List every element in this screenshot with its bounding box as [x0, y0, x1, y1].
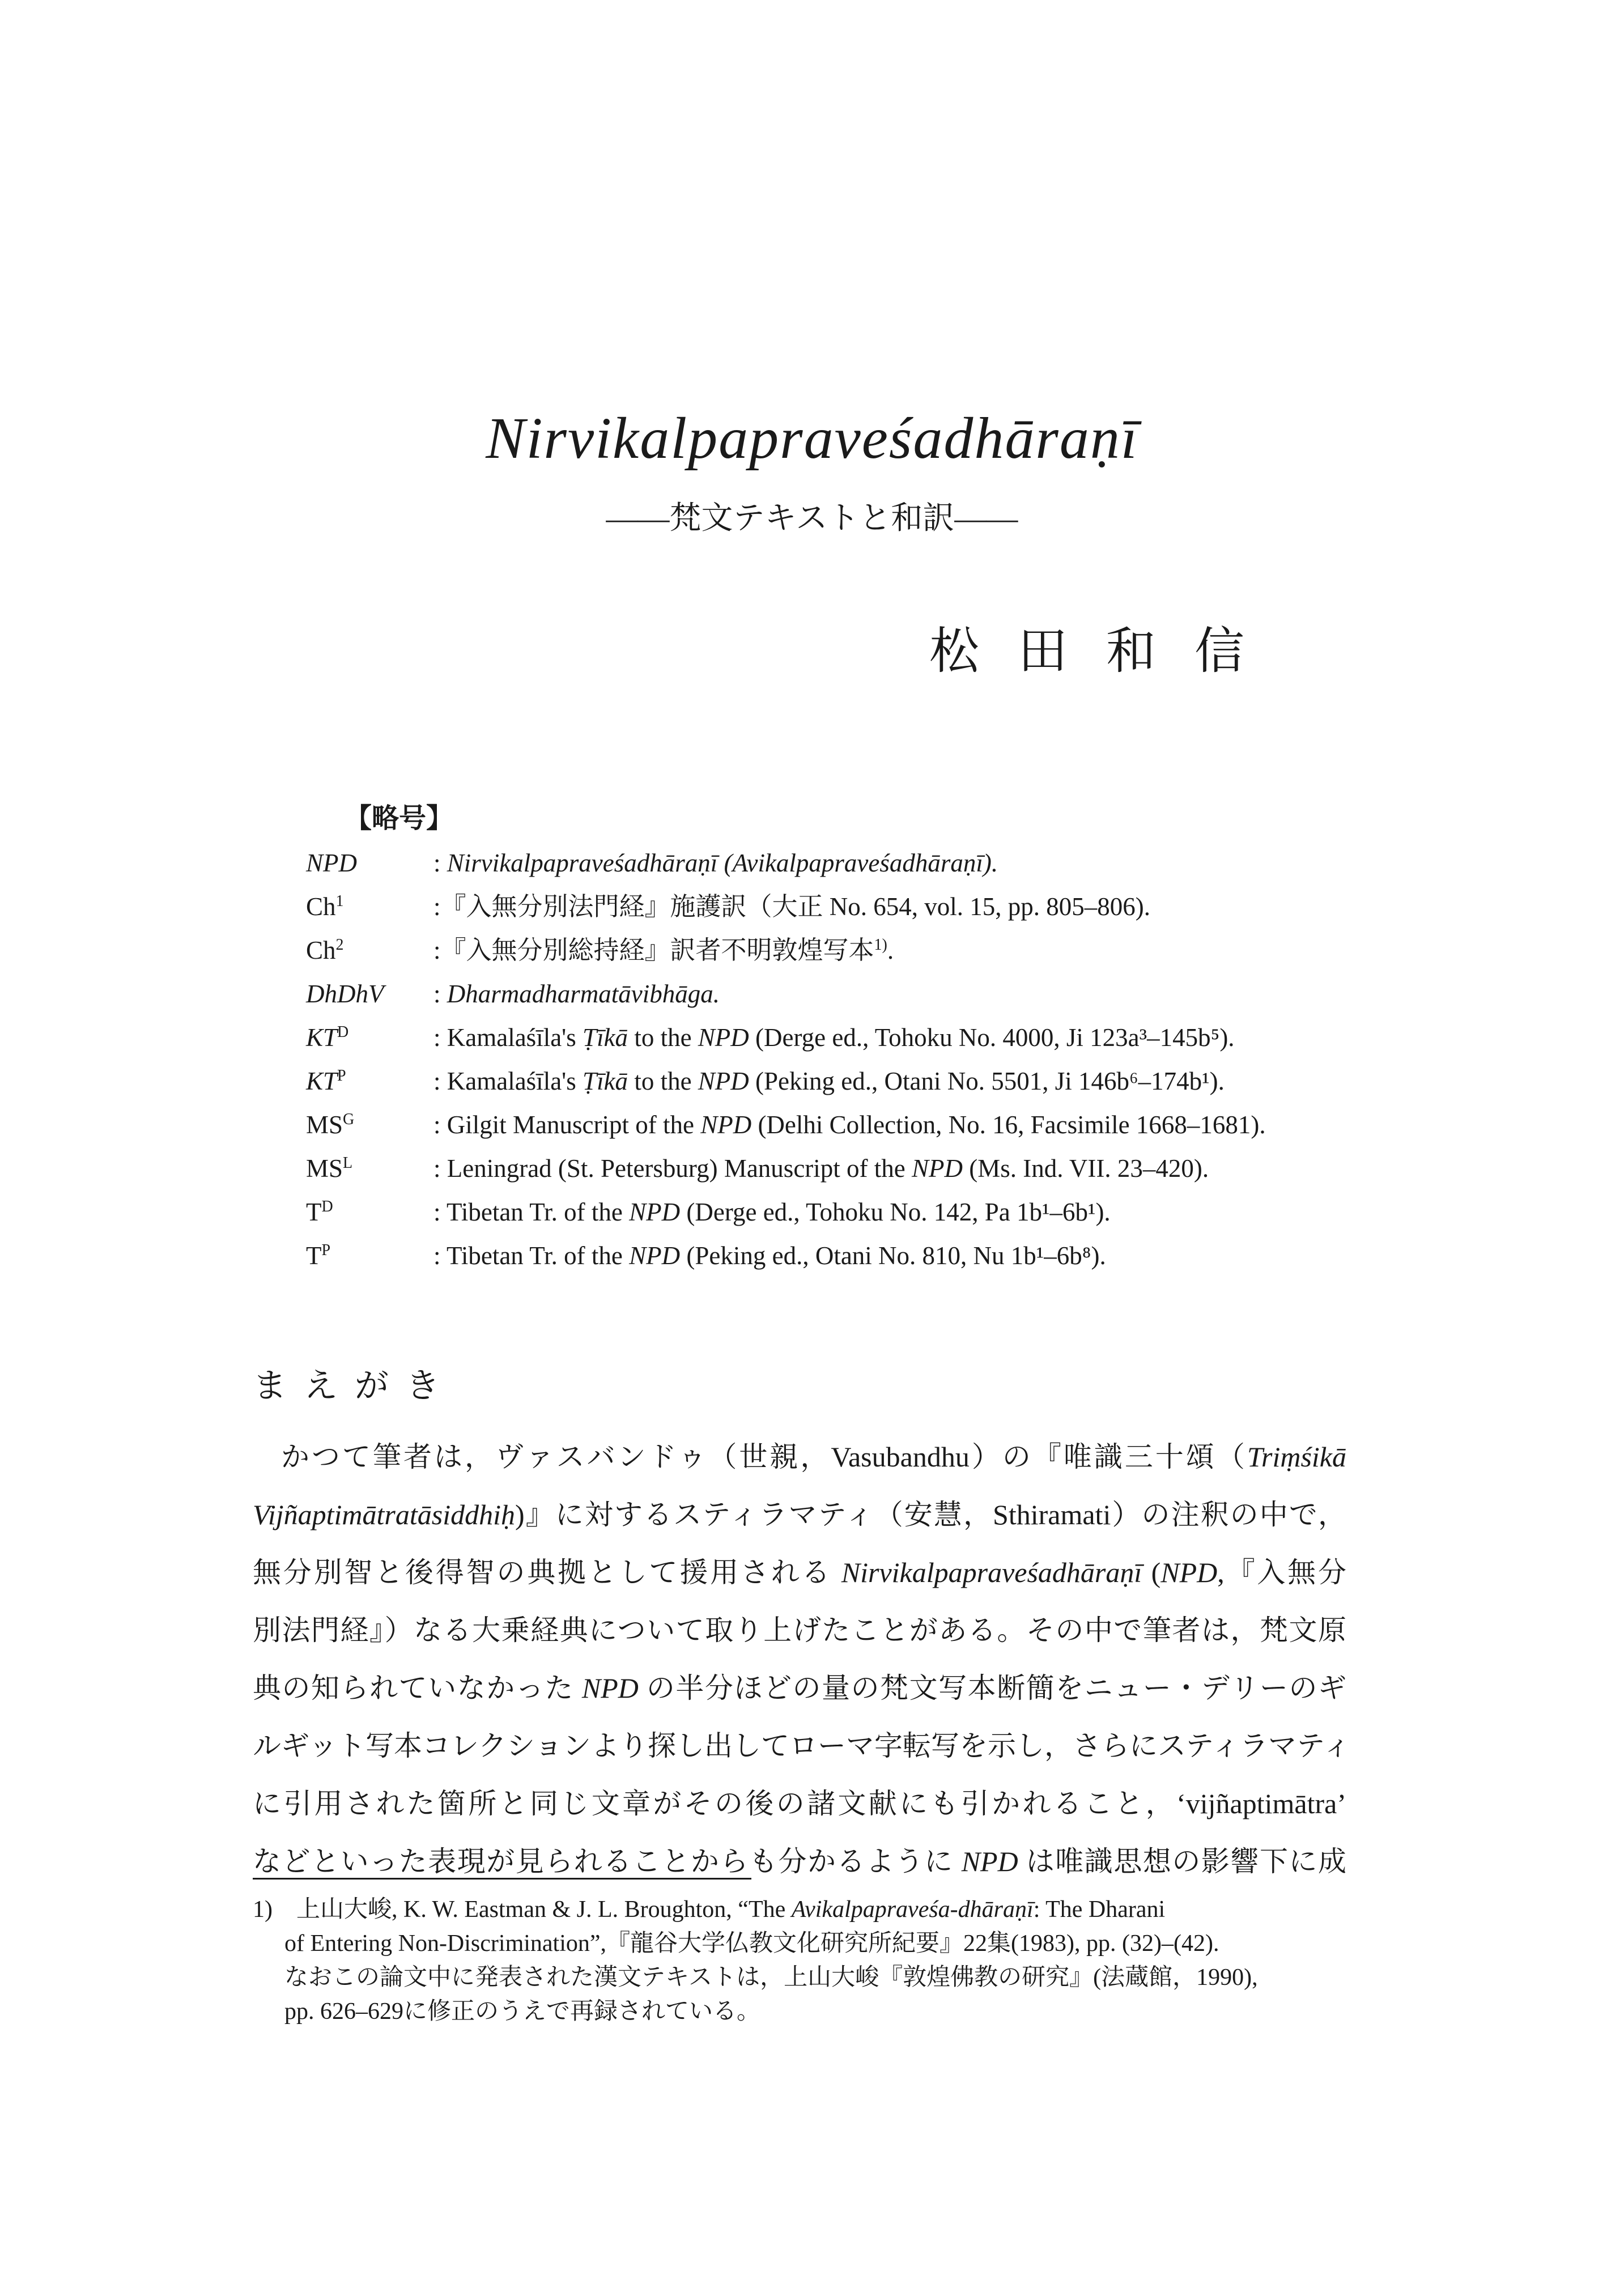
abbr-key — [306, 1153, 433, 1184]
abbr-key — [306, 1240, 433, 1271]
paper-subtitle: ——梵文テキストと和訳—— — [606, 501, 1018, 536]
abbr-desc-part: : — [433, 848, 447, 877]
footnote-1 — [253, 1893, 1346, 2029]
abbr-key — [306, 1109, 433, 1140]
abbr-desc-italic: NPD — [629, 1197, 681, 1226]
body-text: )』に対するスティラマティ（安慧，Sthiramati）の注釈の中で， — [515, 1499, 1346, 1530]
abbr-key — [306, 935, 433, 966]
abbr-desc-italic: NPD — [629, 1241, 681, 1270]
body-italic: Nirvikalpapraveśadhāraṇī — [841, 1557, 1142, 1588]
body-italic: NPD — [1160, 1557, 1218, 1588]
body-text: などといった表現が見られることからも分かるように — [253, 1846, 962, 1877]
abbr-desc-italic: NPD — [700, 1110, 752, 1139]
abbr-desc — [433, 1197, 1439, 1227]
abbr-key — [306, 1022, 433, 1053]
abbr-desc-part: : Kamalaśīla's — [433, 1066, 583, 1095]
footnote-line: pp. 626–629に修正のうえで再録されている。 — [284, 1999, 761, 2025]
abbr-key-sup: D — [337, 1023, 349, 1041]
abbr-desc — [433, 1066, 1439, 1096]
abbr-row-tp — [306, 1234, 1439, 1277]
abbr-key-sup: P — [321, 1241, 331, 1259]
abbr-desc-italic: Nirvikalpapraveśadhāraṇī (Avikalpapraveśadhāraṇī). — [447, 848, 998, 877]
abbr-row-npd — [306, 841, 1439, 885]
abbr-desc-part: : Kamalaśīla's — [433, 1023, 583, 1052]
body-line — [253, 1659, 1346, 1717]
abbr-key-text: Ch — [306, 936, 336, 964]
body-text: かつて筆者は，ヴァスバンドゥ（世親，Vasubandhu）の『唯識三十頌（ — [281, 1441, 1247, 1473]
abbr-key-sup: D — [321, 1197, 333, 1215]
body-text: の半分ほどの量の梵文写本断簡をニュー・デリーのギ — [638, 1672, 1347, 1704]
body-line: に引用された箇所と同じ文章がその後の諸文献にも引かれること，‘vijñaptimātra’ — [253, 1788, 1346, 1819]
body-line: 別法門経』）なる大乗経典について取り上げたことがある。その中で筆者は，梵文原 — [253, 1614, 1346, 1646]
footnote-text: : The Dharani — [1033, 1897, 1166, 1923]
abbr-desc-part: : Tibetan Tr. of the — [433, 1241, 630, 1270]
abbr-desc — [433, 1109, 1439, 1140]
footnote-ref: 1) — [874, 936, 887, 954]
abbr-desc-part: (Derge ed., Tohoku No. 4000, Ji 123a³–145b⁵). — [749, 1023, 1235, 1052]
abbr-key-sup: L — [343, 1154, 353, 1172]
body-text: は唯識思想の影響下に成 — [1018, 1846, 1347, 1877]
abbr-desc-italic: Ṭīkā — [583, 1023, 628, 1052]
body-text: ( — [1142, 1557, 1161, 1588]
footnote-line: なおこの論文中に発表された漢文テキストは，上山大峻『敦煌佛教の研究』(法蔵館，1990), — [284, 1965, 1258, 1991]
abbr-desc-part: (Ms. Ind. VII. 23–420). — [963, 1154, 1209, 1183]
abbr-desc — [433, 1153, 1439, 1184]
abbr-desc-part: to the — [628, 1066, 698, 1095]
abbr-desc-part: . — [887, 936, 894, 964]
abbr-key: NPD — [306, 848, 357, 877]
body-italic: NPD — [581, 1672, 639, 1704]
abbr-row-ch2 — [306, 928, 1439, 972]
abbr-key-text: Ch — [306, 892, 336, 921]
abbr-row-td — [306, 1190, 1439, 1234]
abbr-desc-part: : — [433, 979, 447, 1008]
paper-title: Nirvikalpapraveśadhāraṇī — [486, 406, 1138, 471]
abbr-desc-part: :『入無分別総持経』訳者不明敦煌写本 — [433, 936, 874, 964]
abbr-desc-part: (Derge ed., Tohoku No. 142, Pa 1b¹–6b¹). — [680, 1197, 1111, 1226]
footnote-divider — [253, 1878, 751, 1880]
body-italic: Triṃśikā — [1247, 1441, 1346, 1473]
body-line — [253, 1832, 1346, 1890]
abbr-row-ch1 — [306, 885, 1439, 928]
abbr-desc-part: (Peking ed., Otani No. 810, Nu 1b¹–6b⁸). — [680, 1241, 1106, 1270]
abbr-key — [306, 1066, 433, 1096]
abbr-key-text: KT — [306, 1066, 338, 1095]
abbr-desc — [433, 935, 1439, 966]
body-text: 典の知られていなかった — [253, 1672, 582, 1704]
body-line — [253, 1544, 1346, 1601]
abbr-row-dhdhv — [306, 972, 1439, 1015]
abbr-desc-part: (Delhi Collection, No. 16, Facsimile 1668–1681). — [751, 1110, 1266, 1139]
abbr-row-msl — [306, 1146, 1439, 1190]
abbr-desc — [433, 848, 1439, 878]
abbr-row-ktp — [306, 1059, 1439, 1103]
footnote-text: 1) 上山大峻, K. W. Eastman & J. L. Broughton, “The — [253, 1897, 792, 1923]
abbr-desc-italic: NPD — [912, 1154, 963, 1183]
body-line — [253, 1486, 1346, 1544]
body-italic: NPD — [961, 1846, 1018, 1877]
abbr-key — [306, 1197, 433, 1227]
abbr-desc-part: : Gilgit Manuscript of the — [433, 1110, 701, 1139]
abbr-key-text: MS — [306, 1110, 343, 1139]
abbr-row-ktd — [306, 1015, 1439, 1059]
abbr-key-sup: P — [337, 1066, 346, 1085]
abbreviations-heading: 【略号】 — [345, 803, 454, 834]
abbr-desc — [433, 979, 1439, 1009]
abbr-desc-part: : Leningrad (St. Petersburg) Manuscript of the — [433, 1154, 912, 1183]
abbr-desc-italic: NPD — [698, 1023, 749, 1052]
section-heading: まえがき — [253, 1367, 457, 1405]
body-text: 無分別智と後得智の典拠として援用される — [253, 1557, 841, 1588]
body-line: ルギット写本コレクションより探し出してローマ字転写を示し，さらにスティラマティ — [253, 1730, 1351, 1762]
abbr-desc-italic: Ṭīkā — [583, 1066, 628, 1095]
body-italic: Vijñaptimātratāsiddhiḥ — [253, 1499, 515, 1530]
abbr-key-sup: 2 — [335, 936, 344, 954]
abbr-row-msg — [306, 1103, 1439, 1146]
body-text: ,『入無分 — [1217, 1557, 1346, 1588]
abbreviations-list — [306, 841, 1439, 1277]
abbr-key-text: KT — [306, 1023, 338, 1052]
abbr-key: DhDhV — [306, 979, 384, 1008]
abbr-key-sup: 1 — [335, 892, 344, 910]
abbr-desc: :『入無分別法門経』施護訳（大正 No. 654, vol. 15, pp. 805–806). — [433, 892, 1150, 921]
abbr-key-text: MS — [306, 1154, 343, 1183]
footnote-line: of Entering Non-Discrimination”,『龍谷大学仏教文化研究所紀要』22集(1983), pp. (32)–(42). — [284, 1931, 1219, 1957]
abbr-key-text: T — [306, 1197, 322, 1226]
author-name: 松田和信 — [929, 624, 1283, 679]
abbr-desc-part: to the — [628, 1023, 698, 1052]
abbr-desc-italic: Dharmadharmatāvibhāga. — [447, 979, 720, 1008]
abbr-key — [306, 891, 433, 922]
abbr-key-sup: G — [343, 1110, 355, 1128]
abbr-desc-part: : Tibetan Tr. of the — [433, 1197, 630, 1226]
footnote-line — [253, 1893, 1346, 1927]
abbr-desc — [433, 1022, 1439, 1053]
body-paragraph — [253, 1428, 1351, 1890]
footnote-italic: Avikalpapraveśa-dhāraṇī — [791, 1897, 1034, 1923]
abbr-key-text: T — [306, 1241, 322, 1270]
abbr-desc — [433, 1240, 1439, 1271]
abbr-desc-italic: NPD — [698, 1066, 749, 1095]
body-line — [253, 1428, 1346, 1486]
abbr-desc-part: (Peking ed., Otani No. 5501, Ji 146b⁶–174b¹). — [749, 1066, 1225, 1095]
